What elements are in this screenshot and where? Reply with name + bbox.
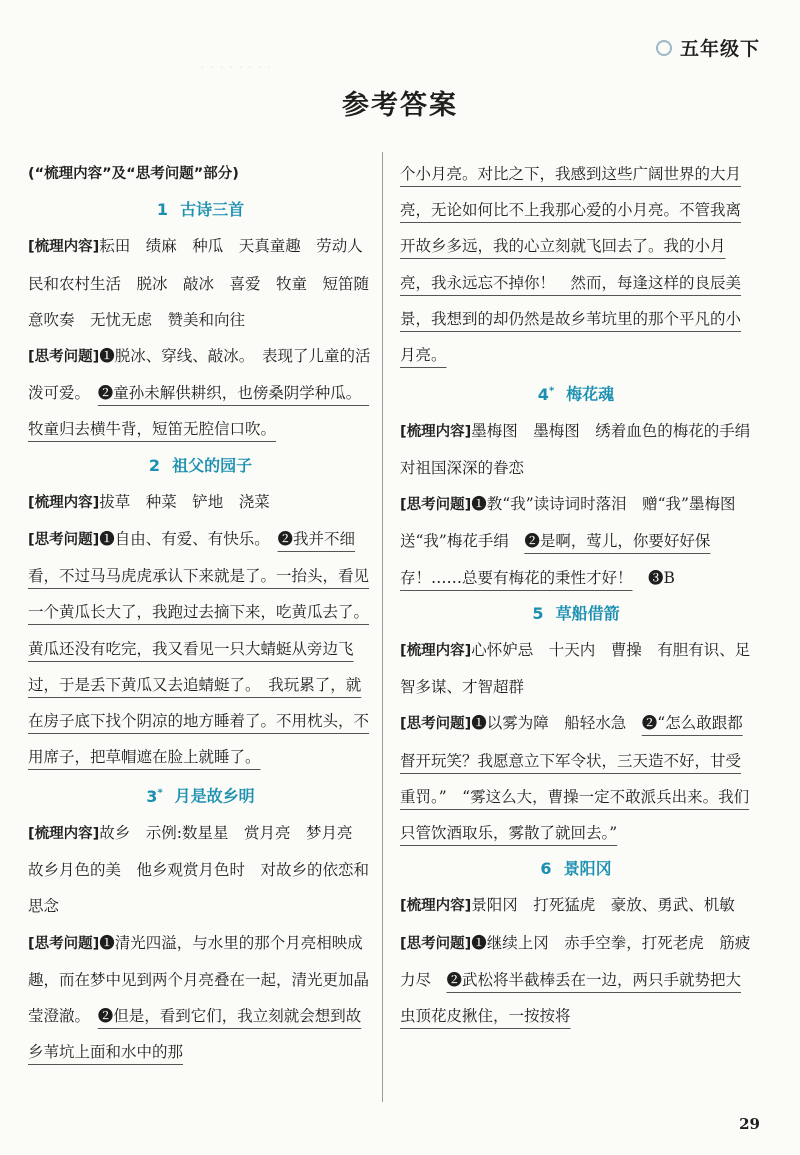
circle-mark-icon — [656, 40, 672, 56]
left-column — [28, 156, 373, 1070]
section-title-6: 6 景阳冈 — [540, 859, 612, 879]
s2-sort-entry: [梳理内容]拔草 种菜 铲地 浇菜 — [28, 492, 270, 511]
section-title-4: 4* 梅花魂 — [537, 384, 615, 404]
page-number: 29 — [739, 1115, 760, 1133]
s4-think-entry: [思考问题]❶教“我”读诗词时落泪 赠“我”墨梅图 送“我”梅花手绢 ❷是啊，莺儿，你要好好保存！……总要有梅花的秉性才好！ ❸B — [400, 495, 751, 587]
grade-label: 五年级下 — [656, 34, 760, 61]
s6-think-entry: [思考问题]❶继续上冈 赤手空拳，打死老虎 筋疲力尽 ❷武松将半截棒丢在一边，两只手就势把大虫顶花皮揪住，一按按将 — [400, 933, 751, 1025]
s6-sort-entry: [梳理内容]景阳冈 打死猛虎 豪放、勇武、机敏 — [400, 896, 735, 915]
section-title-3: 3* 月是故乡明 — [146, 786, 255, 806]
s5-sort-entry: [梳理内容]心怀妒忌 十天内 曹操 有胆有识、足智多谋、才智超群 — [400, 640, 751, 697]
part-label: (“梳理内容”及“思考问题”部分) — [28, 166, 239, 182]
s3-think-entry: [思考问题]❶清光四溢，与水里的那个月亮相映成趣，而在梦中见到两个月亮叠在一起，清光更加晶莹澄澈。 ❷但是，看到它们，我立刻就会想到故乡苇坑上面和水中的那 — [28, 933, 370, 1062]
s3-think-continued: 个小月亮。对比之下，我感到这些广阔世界的大月亮，无论如何比不上我那心爱的小月亮。不管我离开故乡多远，我的心立刻就飞回去了。我的小月亮，我永远忘不掉你！ 然而，每逢这样的良辰美景，我想到的却仍然是故乡苇坑里的那个平凡的小月亮。 — [400, 165, 742, 365]
column-divider — [382, 152, 383, 1102]
s5-think-entry: [思考问题]❶以雾为障 船轻水急 ❷“怎么敢跟都督开玩笑？我愿意立下军令状，三天造不好，甘受重罚。” “雾这么大，曹操一定不敢派兵出来。我们只管饮酒取乐，雾散了就回去。” — [400, 714, 750, 842]
section-title-1: 1 古诗三首 — [156, 200, 245, 220]
s2-think-entry: [思考问题]❶自由、有爱、有快乐。 ❷我并不细看，不过马马虎虎承认下来就是了。一抬头，看见一个黄瓜长大了，我跑过去摘下来，吃黄瓜去了。黄瓜还没有吃完，我又看见一只大蜻蜓从旁边飞过，于是丢下黄瓜又去追蜻蜓了。 我玩累了，就在房子底下找个阴凉的地方睡着了。不用枕头，不用席子，把草帽遮在脸上就睡了。 — [28, 530, 370, 767]
s1-sort-entry: [梳理内容]耘田 绩麻 种瓜 天真童趣 劳动人民和农村生活 脱冰 敲冰 喜爱 牧童 短笛随意吹奏 无忧无虑 赞美和向往 — [28, 237, 370, 329]
section-title-2: 2 祖父的园子 — [148, 455, 253, 475]
page-title: 参考答案 — [342, 90, 458, 121]
s1-think-entry: [思考问题]❶脱冰、穿线、敲冰。 表现了儿童的活泼可爱。 ❷童孙未解供耕织，也傍桑阴学种瓜。 牧童归去横牛背，短笛无腔信口吹。 — [28, 347, 371, 439]
right-column — [400, 156, 766, 1034]
bleed-through-text: · · · · · · · · — [200, 58, 272, 76]
s3-sort-entry: [梳理内容]故乡 示例:数星星 赏月亮 梦月亮 故乡月色的美 他乡观赏月色时 对故乡的依恋和思念 — [28, 823, 370, 916]
s4-sort-entry: [梳理内容]墨梅图 墨梅图 绣着血色的梅花的手绢 对祖国深深的眷恋 — [400, 421, 766, 477]
section-title-5: 5 草船借箭 — [532, 603, 620, 623]
